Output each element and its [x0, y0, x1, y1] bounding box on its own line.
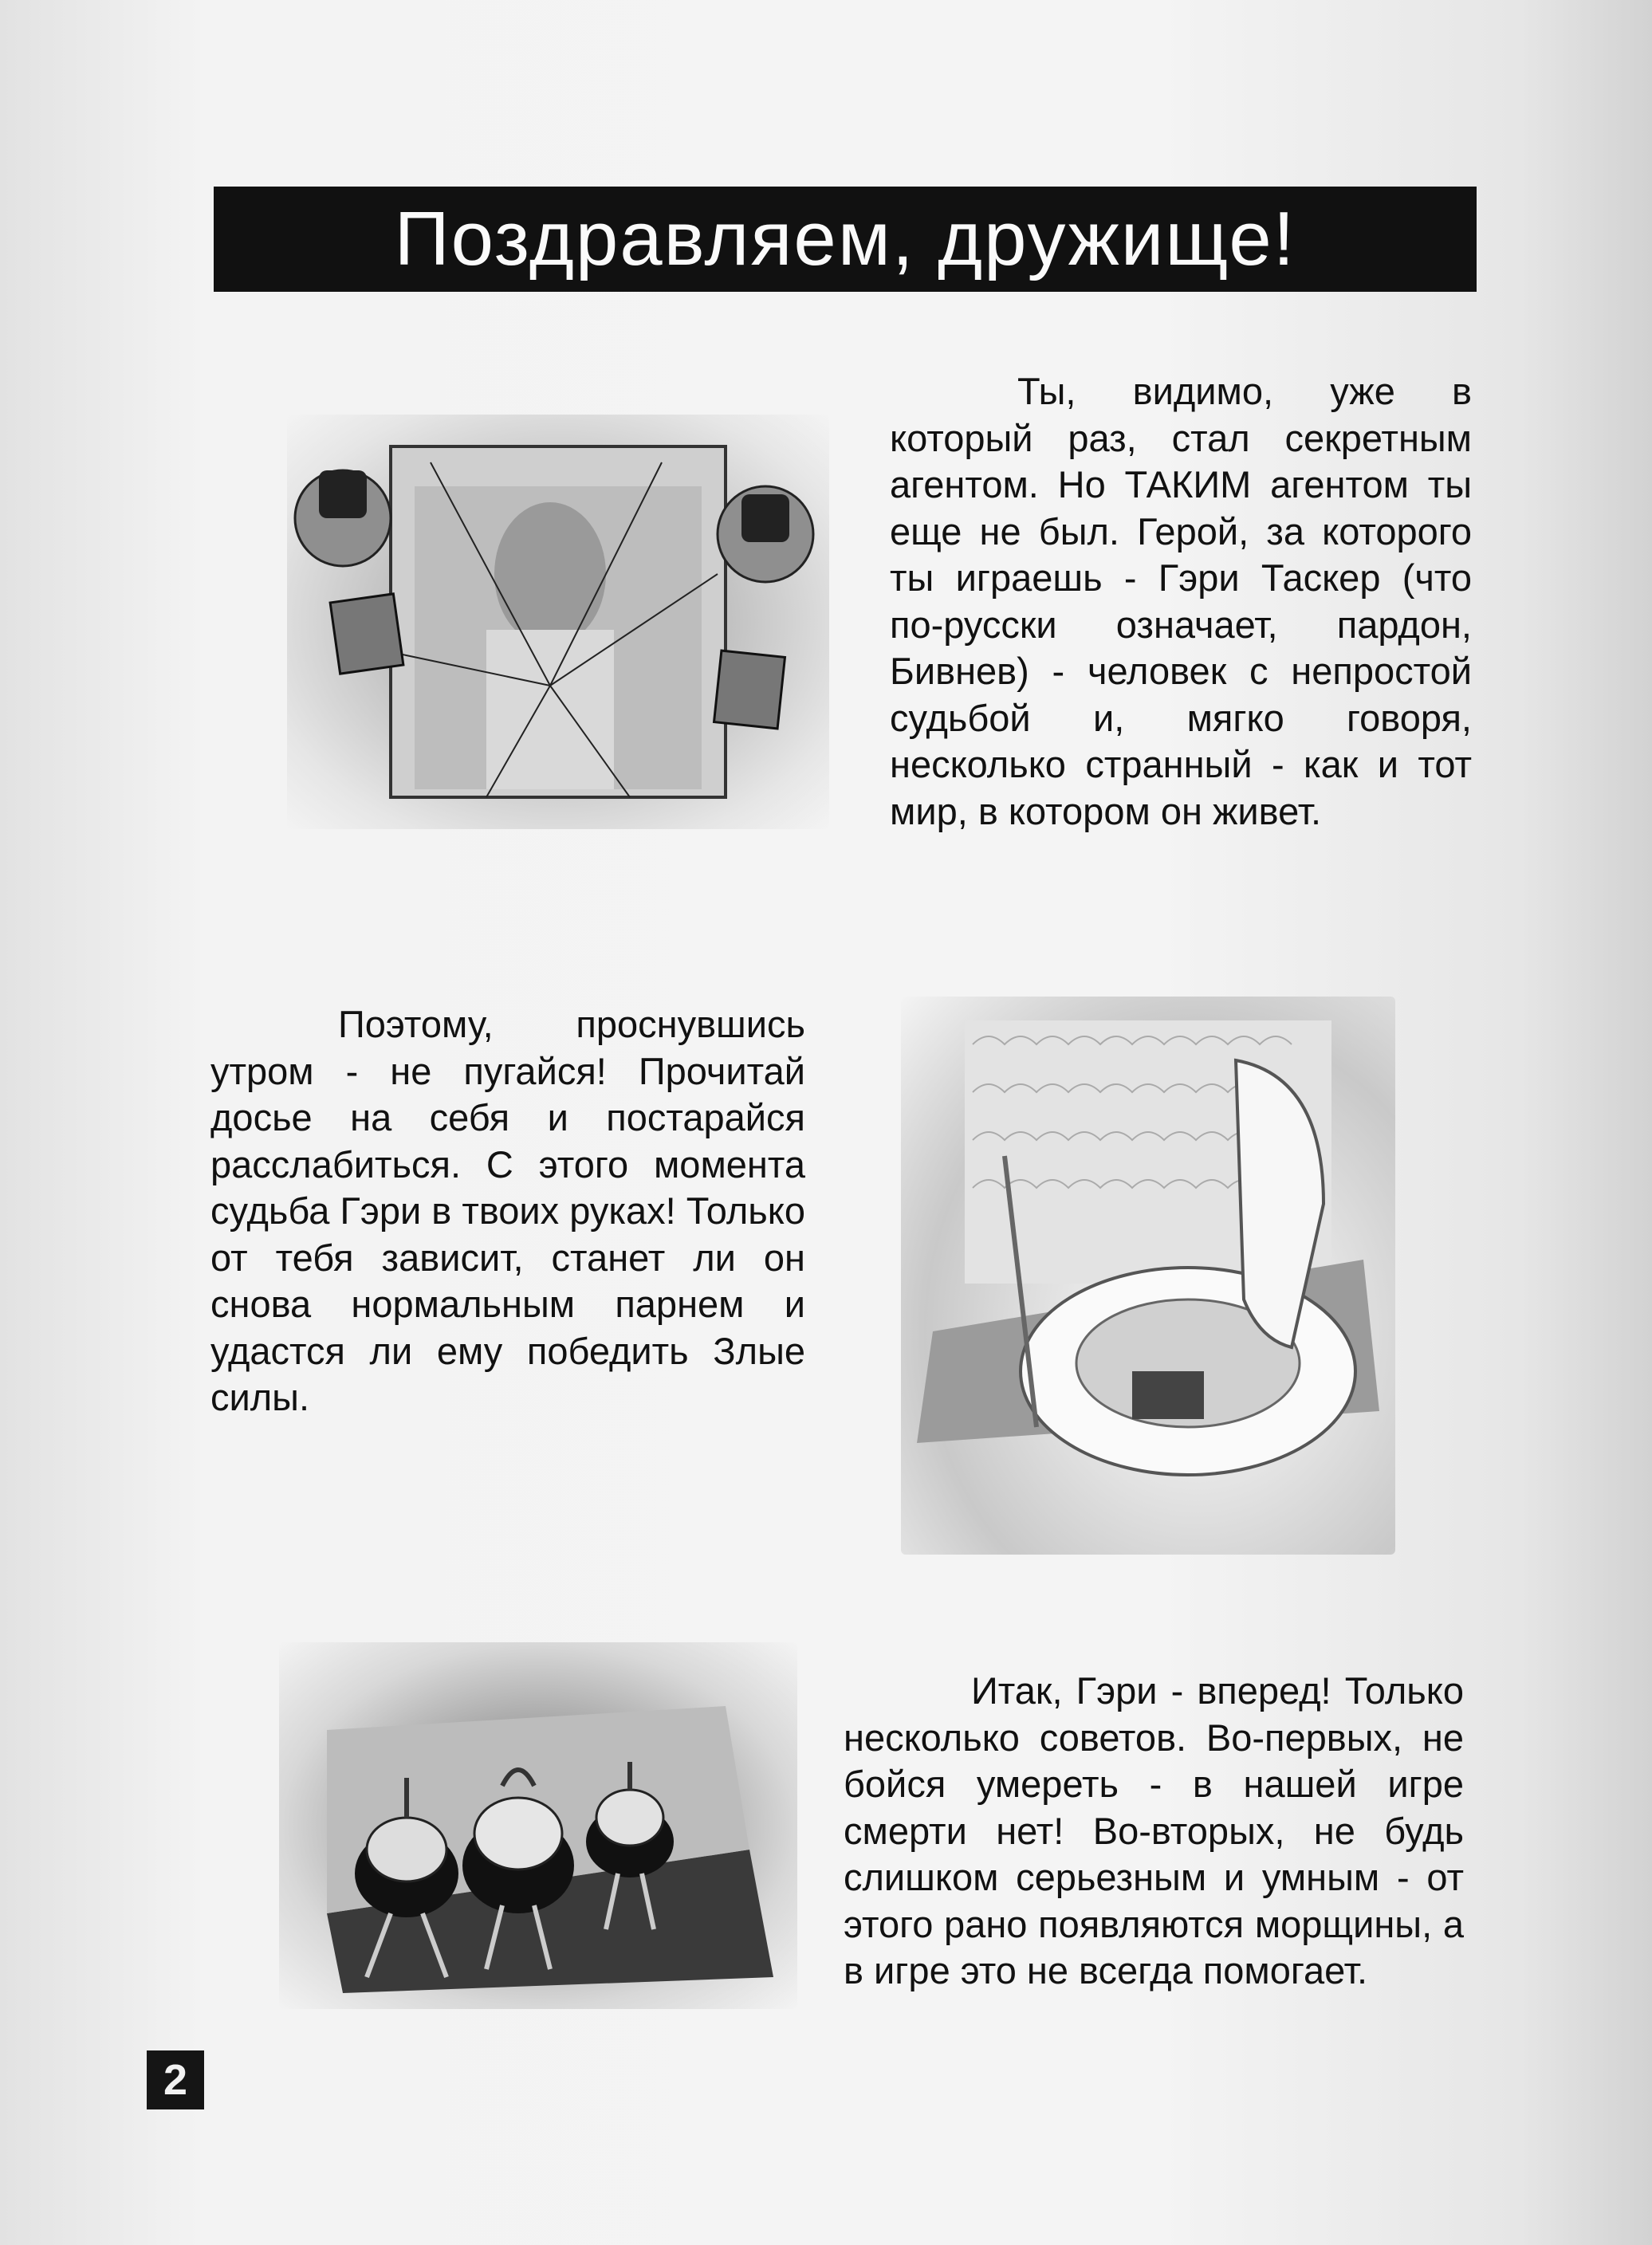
tips-paragraph	[844, 1668, 1464, 1995]
tips-paragraph-text: Итак, Гэри - вперед! Только несколько советов. Во-первых, не бойся умереть - в нашей игре смерти нет! Во-вторых, не будь слишком серьезным и умным - от этого рано появляются морщины, а в игре это не всегда помогает.	[844, 1669, 1464, 1991]
page-number: 2	[147, 2050, 204, 2109]
toilet-photo-icon	[901, 997, 1395, 1555]
walking-robots-photo-icon	[279, 1642, 797, 2009]
intro-paragraph	[890, 368, 1472, 835]
advice-paragraph-text: Поэтому, проснувшись утром - не пугайся! Прочитай досье на себя и постарайся расслабиться. С этого момента судьба Гэри в твоих руках! Только от тебя зависит, станет ли он снова нормальным парнем и удастся ли ему победить Злые силы.	[210, 1003, 805, 1418]
intro-paragraph-text: Ты, видимо, уже в который раз, стал секретным агентом. Но ТАКИМ агентом ты еще не был. Герой, за которого ты играешь - Гэри Таскер (что по-русски означает, пардон, Бивнев) - человек с непростой судьбой и, мягко говоря, несколько странный - как и тот мир, в котором он живет.	[890, 370, 1472, 832]
page-title: Поздравляем, дружище!	[214, 187, 1477, 292]
advice-paragraph	[210, 1001, 805, 1421]
broken-mirror-photo-icon	[287, 415, 829, 829]
